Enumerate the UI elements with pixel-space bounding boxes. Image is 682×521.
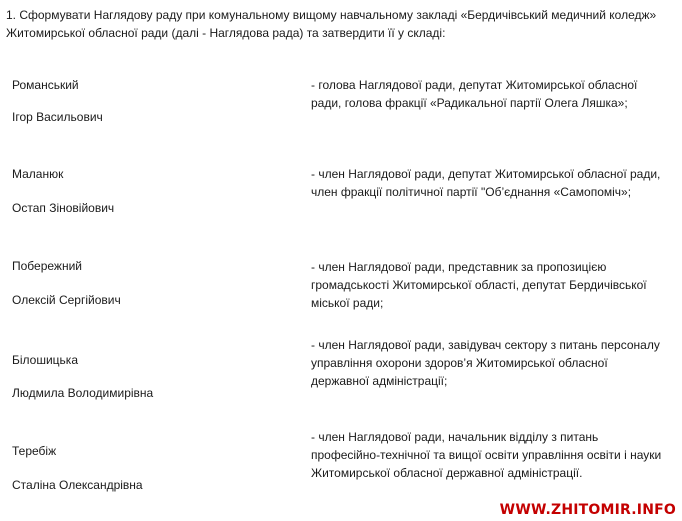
intro-line: Житомирської обласної ради (далі - Наглядова рада) та затвердити її у складі: — [6, 26, 446, 40]
description-line: - член Наглядової ради, начальник відділу з питань — [311, 430, 599, 444]
member-given-name: Олексій Сергійович — [12, 293, 121, 307]
description-line: професійно-технічної та вищої освіти управління освіти і науки — [311, 448, 662, 462]
member-given-name: Сталіна Олександрівна — [12, 478, 143, 492]
member-description — [311, 336, 660, 390]
member-surname: Побережний — [12, 259, 82, 273]
member-description — [311, 258, 647, 312]
description-line: - голова Наглядової ради, депутат Житомирської обласної — [311, 78, 638, 92]
description-line: ради, голова фракції «Радикальної партії Олега Ляшка»; — [311, 96, 628, 110]
member-given-name: Людмила Володимирівна — [12, 386, 154, 400]
description-line: член фракції політичної партії "Об’єднання «Самопоміч»; — [311, 185, 632, 199]
member-description — [311, 428, 661, 482]
description-line: - член Наглядової ради, депутат Житомирської обласної ради, — [311, 167, 661, 181]
description-line: міської ради; — [311, 296, 384, 310]
member-surname: Маланюк — [12, 167, 64, 181]
description-line: - член Наглядової ради, завідувач сектору з питань персоналу — [311, 338, 660, 352]
member-surname: Білошицька — [12, 353, 78, 367]
member-description — [311, 165, 660, 201]
member-surname: Романський — [12, 78, 79, 92]
description-line: Житомирської обласної державної адміністрації. — [311, 466, 583, 480]
description-line: - член Наглядової ради, представник за пропозицією — [311, 260, 607, 274]
description-line: громадськості Житомирської області, депутат Бердичівської — [311, 278, 647, 292]
member-given-name: Остап Зіновійович — [12, 201, 115, 215]
member-given-name: Ігор Васильович — [12, 110, 103, 124]
member-surname: Теребіж — [12, 444, 57, 458]
site-watermark: WWW.ZHITOMIR.INFO — [499, 502, 676, 518]
intro-paragraph — [6, 6, 680, 42]
description-line: державної адміністрації; — [311, 374, 448, 388]
intro-line: 1. Сформувати Наглядову раду при комунальному вищому навчальному закладі «Бердичівський медичний коледж» — [6, 8, 657, 22]
description-line: управління охорони здоров’я Житомирської обласної — [311, 356, 608, 370]
member-description — [311, 76, 637, 112]
